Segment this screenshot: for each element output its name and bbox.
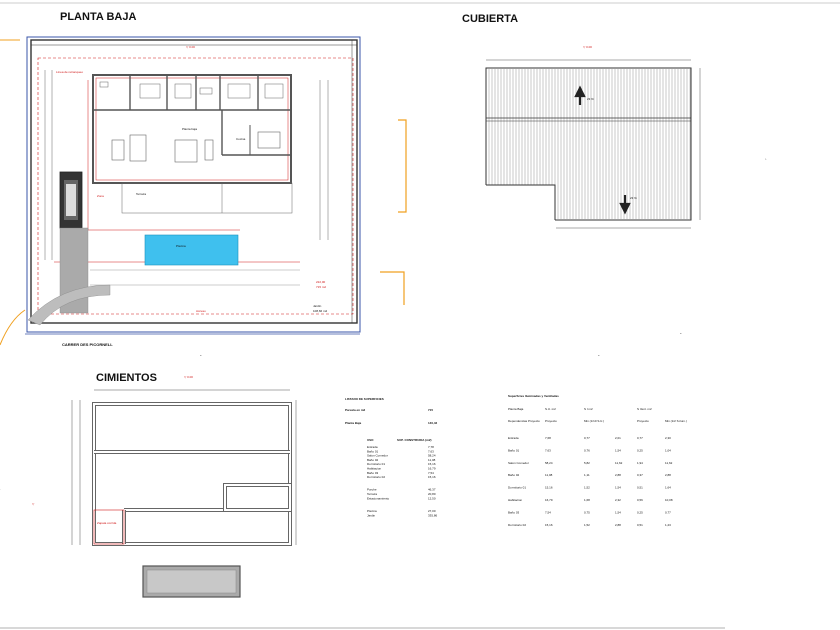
surface-row-use: Piscina (367, 508, 377, 513)
surface-row-use: Habitacion (367, 466, 382, 471)
svg-text:▽: ▽ (32, 502, 35, 506)
vent-row-value: 0,75 (584, 510, 590, 515)
vent-row-value: 1,68 (584, 498, 590, 502)
garden-label: Jardín (313, 304, 322, 308)
vent-row-value: 2,88 (665, 473, 671, 478)
svg-text:·: · (0, 487, 1, 491)
vent-row-value: 2,88 (615, 522, 621, 527)
surface-row-use: Dormitorio 02 (367, 475, 386, 480)
slope-down-label: 23 % (630, 196, 637, 200)
vent-row-name: Entrada (508, 436, 519, 440)
surface-row-area: 27,00 (428, 508, 436, 513)
vent-row-name: Baño 02 (508, 473, 520, 478)
vent-header-4: Min (1/2 S.ilum.) (665, 419, 687, 423)
ground-floor-label: Planta Baja (345, 421, 362, 425)
slope-up-label: 23 % (587, 97, 594, 101)
vent-row-value: 2,32 (615, 498, 621, 502)
vent-row-value: 0,77 (584, 436, 590, 440)
vent-row-value: 15,16 (545, 485, 553, 490)
vent-row-name: Dormitorio 01 (508, 485, 527, 490)
surface-row-area: 20,80 (428, 491, 436, 496)
vent-row-value: 16,79 (545, 498, 553, 502)
vent-row-value: 1,64 (665, 485, 671, 490)
orange-arc (0, 310, 25, 345)
ventilation-table (508, 394, 687, 527)
garden-area-label: 108,66 m2 (313, 309, 328, 313)
svg-text:⌐: ⌐ (680, 331, 682, 335)
vent-row-value: 0,56 (637, 498, 643, 502)
parcel-value: 715 (428, 408, 434, 412)
cubierta-title: CUBIERTA (462, 13, 519, 25)
vent-row-value: 0,51 (637, 485, 643, 490)
vent-row-value: 1,23 (665, 522, 671, 527)
surface-row-area: 335,86 (428, 513, 438, 518)
red-label-access: Acceso (196, 309, 206, 313)
planta-baja-title: PLANTA BAJA (60, 11, 137, 23)
vent-row-value: 7,68 (545, 436, 551, 440)
vent-row-value: 7,63 (545, 448, 551, 453)
vent-row-value: 11,08 (545, 473, 553, 478)
parcel-label: Parcela en m2 (345, 408, 366, 412)
svg-text:▽ 0.00: ▽ 0.00 (186, 45, 195, 49)
parcel-area-label-2: 715 m2 (316, 285, 327, 289)
vent-header-0: Dependencias Proyecto (508, 419, 540, 423)
vent-header-1: Proyecto (545, 419, 557, 423)
vent-row-name: Baño 03 (508, 510, 520, 515)
vent-row-name: Salon Comedor (508, 460, 529, 465)
orange-boundary-right-2 (380, 272, 404, 305)
vent-row-value: 5,82 (584, 460, 590, 465)
foundation-red-label: Zapata corrida (97, 521, 117, 525)
surface-row-use: Entrada (367, 445, 378, 449)
vent-row-value: 11,62 (615, 460, 623, 465)
vent-row-name: Dormitorio 02 (508, 522, 527, 527)
vent-row-value: 10,08 (665, 498, 673, 502)
vent-row-value: 1,54 (615, 448, 621, 453)
vent-row-value: 1,54 (615, 485, 621, 490)
room-label-living: Planta baja (182, 127, 198, 131)
room-label-terrace: Terraza (136, 192, 147, 196)
vent-row-value: 1,94 (637, 460, 643, 465)
surface-row-area: 16,79 (428, 466, 436, 471)
svg-text:▫·: ▫· (765, 157, 768, 161)
svg-text:▽ 0.00: ▽ 0.00 (184, 375, 193, 379)
vent-header-3: Proyecto (637, 419, 649, 423)
foundation-plan (72, 375, 296, 597)
svg-text:▽ 0.00: ▽ 0.00 (583, 45, 592, 49)
surface-row-area: 15,16 (428, 475, 436, 480)
surface-row-area: 11,08 (428, 457, 436, 462)
vent-row-value: 0,77 (665, 510, 671, 515)
vent-row-value: 0,25 (637, 448, 643, 453)
cimientos-title: CIMIENTOS (96, 372, 157, 384)
surface-row-area: 12,50 (428, 496, 436, 501)
surface-row-area: 46,37 (428, 487, 436, 492)
surface-row-use: Baño 03 (367, 470, 379, 475)
surface-row-area: 7,63 (428, 449, 434, 454)
use-header: USO (367, 438, 374, 442)
vent-row-value: 2,88 (615, 473, 621, 478)
surface-list (345, 397, 438, 517)
vent-row-value: 11,62 (665, 460, 673, 465)
vent-row-value: 0,25 (637, 510, 643, 515)
surface-row-area: 7,54 (428, 470, 434, 475)
vent-row-value: 2,30 (665, 436, 671, 440)
sofa-icon (175, 140, 197, 162)
vent-row-value: 1,54 (615, 510, 621, 515)
svg-text:⌐: ⌐ (598, 353, 600, 357)
vent-row-value: 1,04 (665, 448, 671, 453)
vent-row-value: 1,52 (584, 522, 590, 527)
surface-row-use: Estacionamiento (367, 496, 390, 501)
surface-list-title: LISTADO DE SUPERFICIES (345, 397, 384, 401)
parcel-area-label: 222,00 (316, 280, 326, 284)
pool-label: Piscina (176, 244, 186, 248)
svg-text:⌐: ⌐ (200, 353, 202, 357)
ground-floor-value: 140,42 (428, 421, 438, 425)
street-name: CARRER DES PICORNELL (62, 342, 113, 347)
surface-row-use: Jardin (367, 513, 376, 518)
terrace-area (122, 183, 292, 213)
vent-row-value: 7,54 (545, 510, 551, 515)
vent-row-value: 0,37 (637, 473, 643, 478)
vent-row-name: Baño 01 (508, 448, 520, 453)
vent-sub-0: Planta Baja (508, 407, 524, 411)
vent-sub-3: S Vent. m2 (637, 407, 652, 411)
vent-row-value: 2,01 (615, 436, 621, 440)
pool (145, 235, 238, 265)
surface-row-use: Porche (367, 487, 377, 492)
surface-row-use: Baño 02 (367, 457, 379, 462)
vent-sub-1: S.U. m2 (545, 407, 556, 411)
vent-row-value: 1,11 (584, 473, 590, 478)
roof-plan (485, 45, 700, 228)
vent-row-value: 0,51 (637, 522, 643, 527)
ventilation-title: Superficies Iluminadas y Ventiladas (508, 394, 559, 398)
surface-row-area: 58,24 (428, 453, 436, 458)
vent-row-value: 0,76 (584, 448, 590, 453)
table-icon (112, 140, 124, 160)
vent-row-value: 15,16 (545, 522, 553, 527)
surface-row-use: Dormitorio 01 (367, 462, 386, 467)
area-header: SUP. CONSTRUIDA (m2) (397, 438, 432, 442)
surface-row-area: 7,78 (428, 445, 434, 449)
vent-row-name: Habitacion (508, 498, 523, 502)
vent-sub-2: S I m2 (584, 407, 593, 411)
surface-row-use: Baño 01 (367, 449, 379, 454)
room-label-kitchen: Cocina (236, 137, 246, 141)
surface-row-use: Salon Comedor (367, 453, 388, 458)
surface-row-area: 15,16 (428, 462, 436, 467)
vent-row-value: 58,24 (545, 460, 553, 465)
vent-header-2: Min (1/10 S.U.) (584, 419, 605, 423)
planta-baja-plan (0, 37, 406, 347)
svg-text:Línea de retranqueo: Línea de retranqueo (56, 70, 84, 74)
vent-row-value: 0,77 (637, 436, 643, 440)
surface-row-use: Terraza (367, 491, 378, 496)
svg-text:Zona: Zona (97, 194, 104, 198)
orange-boundary-right-1 (398, 120, 406, 212)
vent-row-value: 1,52 (584, 485, 590, 490)
